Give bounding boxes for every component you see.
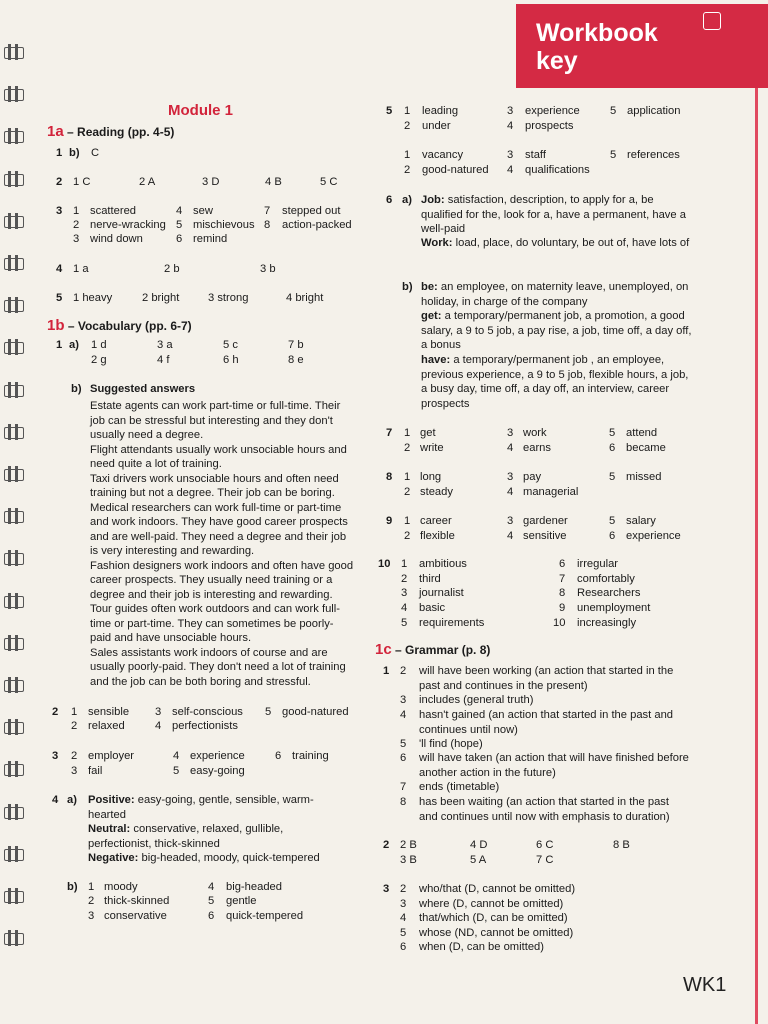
workbook-key-banner bbox=[516, 4, 768, 88]
neutral-answers bbox=[88, 822, 298, 851]
answer: 7 b bbox=[288, 339, 304, 351]
exercise-number: 1 bbox=[383, 665, 390, 677]
item-number: 4 bbox=[507, 120, 514, 132]
answer: stepped out bbox=[282, 205, 341, 217]
answer: increasingly bbox=[577, 617, 637, 629]
binding-ring-icon bbox=[4, 255, 24, 271]
item-number: 3 bbox=[507, 427, 514, 439]
exercise-number: 7 bbox=[386, 427, 393, 439]
item-number: 7 bbox=[559, 573, 566, 585]
answer: 'll find (hope) bbox=[419, 738, 483, 750]
answer: whose (ND, cannot be omitted) bbox=[419, 927, 574, 939]
exercise-letter: b) bbox=[71, 383, 82, 395]
paragraph: Taxi drivers work unsociable hours and often need training but not a degree. Their job can be boring. bbox=[90, 472, 339, 499]
item-number: 3 bbox=[401, 587, 408, 599]
item-number: 2 bbox=[404, 442, 411, 454]
item-number: 7 bbox=[264, 205, 271, 217]
section-code: 1a bbox=[47, 123, 64, 140]
answer: when (D, can be omitted) bbox=[419, 941, 544, 953]
item-number: 2 bbox=[404, 486, 411, 498]
item-number: 1 bbox=[73, 205, 80, 217]
answer: experience bbox=[626, 530, 681, 542]
answer: 6 h bbox=[223, 354, 239, 366]
answer: scattered bbox=[90, 205, 137, 217]
binding-ring-icon bbox=[4, 930, 24, 946]
item-number: 5 bbox=[265, 706, 272, 718]
answer: 1 d bbox=[91, 339, 107, 351]
answer: 3 a bbox=[157, 339, 173, 351]
item-number: 6 bbox=[208, 910, 215, 922]
answer: has been waiting (an action that started in the past and continues until now with emphasis to duration) bbox=[419, 796, 670, 823]
exercise-number: 5 bbox=[386, 105, 393, 117]
exercise-number: 3 bbox=[52, 750, 59, 762]
answer: conservative bbox=[104, 910, 167, 922]
item-number: 3 bbox=[88, 910, 95, 922]
exercise-letter: a) bbox=[67, 794, 77, 806]
spiral-binding bbox=[0, 0, 30, 1024]
answer: 2 g bbox=[91, 354, 107, 366]
exercise-number: 4 bbox=[56, 263, 63, 275]
exercise-number: 3 bbox=[383, 883, 390, 895]
item-number: 1 bbox=[404, 427, 411, 439]
have-label: have: bbox=[421, 354, 451, 366]
answer: action-packed bbox=[282, 219, 352, 231]
neutral-text: conservative, relaxed, gullible, perfectionist, thick-skinned bbox=[88, 823, 284, 850]
answer: qualifications bbox=[525, 164, 590, 176]
item-number: 4 bbox=[173, 750, 180, 762]
item-number: 10 bbox=[553, 617, 566, 629]
negative-text: big-headed, moody, quick-tempered bbox=[141, 852, 320, 864]
answer: self-conscious bbox=[172, 706, 243, 718]
section-1c-heading bbox=[375, 643, 490, 657]
exercise-number: 1 bbox=[56, 147, 63, 159]
item-number: 5 bbox=[176, 219, 183, 231]
binding-ring-icon bbox=[4, 508, 24, 524]
job-answers bbox=[421, 193, 693, 237]
item-number: 3 bbox=[507, 471, 514, 483]
answer: 1 a bbox=[73, 263, 89, 275]
item-number: 5 bbox=[610, 149, 617, 161]
answer: sensible bbox=[88, 706, 130, 718]
binding-ring-icon bbox=[4, 44, 24, 60]
answer: comfortably bbox=[577, 573, 635, 585]
item-number: 1 bbox=[404, 515, 411, 527]
answer: basic bbox=[419, 602, 446, 614]
item-number: 5 bbox=[609, 427, 616, 439]
have-answers bbox=[421, 353, 693, 411]
binding-ring-icon bbox=[4, 846, 24, 862]
answer: 2 bright bbox=[142, 292, 180, 304]
item-number: 7 bbox=[400, 781, 407, 793]
answer: experience bbox=[525, 105, 580, 117]
item-number: 2 bbox=[404, 530, 411, 542]
answer: nerve-wracking bbox=[90, 219, 166, 231]
item-number: 5 bbox=[400, 927, 407, 939]
answer: 8 B bbox=[613, 839, 630, 851]
answer: staff bbox=[525, 149, 546, 161]
item-number: 2 bbox=[404, 120, 411, 132]
answer: easy-going bbox=[190, 765, 245, 777]
item-number: 4 bbox=[507, 442, 514, 454]
binding-ring-icon bbox=[4, 339, 24, 355]
section-code: 1b bbox=[47, 317, 65, 334]
item-number: 1 bbox=[88, 881, 95, 893]
positive-label: Positive: bbox=[88, 794, 135, 806]
neutral-label: Neutral: bbox=[88, 823, 131, 835]
answer: wind down bbox=[90, 233, 143, 245]
item-number: 8 bbox=[400, 796, 407, 808]
answer: 5 C bbox=[320, 176, 338, 188]
suggested-answers-heading: Suggested answers bbox=[90, 383, 196, 395]
get-answers bbox=[421, 309, 693, 353]
answer: write bbox=[420, 442, 444, 454]
answer: irregular bbox=[577, 558, 619, 570]
binding-ring-icon bbox=[4, 213, 24, 229]
answer: moody bbox=[104, 881, 138, 893]
exercise-number: 9 bbox=[386, 515, 393, 527]
item-number: 2 bbox=[71, 720, 78, 732]
negative-label: Negative: bbox=[88, 852, 139, 864]
answer: 4 bright bbox=[286, 292, 324, 304]
work-answers bbox=[421, 236, 693, 251]
item-number: 1 bbox=[404, 471, 411, 483]
negative-answers bbox=[88, 851, 358, 866]
exercise-number: 2 bbox=[52, 706, 59, 718]
answer: get bbox=[420, 427, 436, 439]
answer: long bbox=[420, 471, 442, 483]
item-number: 2 bbox=[400, 883, 407, 895]
have-text: a temporary/permanent job , an employee, previous experience, a 9 to 5 job, flexible hours, a job, a busy day, time off, a day off, an interview, career prospects bbox=[421, 354, 689, 410]
answer: remind bbox=[193, 233, 228, 245]
binding-ring-icon bbox=[4, 888, 24, 904]
positive-answers bbox=[88, 793, 338, 822]
answer: that/which (D, can be omitted) bbox=[419, 912, 568, 924]
answer: salary bbox=[626, 515, 656, 527]
answer: will have been working (an action that started in the past and continues in the present) bbox=[419, 665, 674, 692]
item-number: 3 bbox=[71, 765, 78, 777]
item-number: 6 bbox=[559, 558, 566, 570]
section-label: – Grammar (p. 8) bbox=[395, 643, 491, 657]
item-number: 6 bbox=[400, 941, 407, 953]
answer: third bbox=[419, 573, 441, 585]
answer: 2 A bbox=[139, 176, 156, 188]
section-code: 1c bbox=[375, 641, 392, 658]
answer: experience bbox=[190, 750, 245, 762]
answer: fail bbox=[88, 765, 103, 777]
item-number: 4 bbox=[176, 205, 183, 217]
answer: 1 C bbox=[73, 176, 91, 188]
item-number: 5 bbox=[609, 471, 616, 483]
item-number: 6 bbox=[176, 233, 183, 245]
item-number: 4 bbox=[400, 709, 407, 721]
item-number: 3 bbox=[400, 694, 407, 706]
binding-ring-icon bbox=[4, 677, 24, 693]
suggested-answers-text bbox=[90, 399, 354, 689]
answer: 5 A bbox=[470, 854, 487, 866]
binding-ring-icon bbox=[4, 382, 24, 398]
item-number: 5 bbox=[173, 765, 180, 777]
answer: leading bbox=[422, 105, 459, 117]
answer: 3 strong bbox=[208, 292, 249, 304]
exercise-number: 4 bbox=[52, 794, 59, 806]
item-number: 3 bbox=[507, 105, 514, 117]
answer: 5 c bbox=[223, 339, 238, 351]
item-number: 4 bbox=[208, 881, 215, 893]
paragraph: Estate agents can work part-time or full-time. Their job can be stressful but interesting and they don't usually need a degree. bbox=[90, 400, 341, 441]
binding-ring-icon bbox=[4, 719, 24, 735]
binding-ring-icon bbox=[4, 635, 24, 651]
section-1b-heading bbox=[47, 319, 192, 333]
item-number: 2 bbox=[401, 573, 408, 585]
paragraph: Fashion designers work indoors and often have good career prospects. They usually need training or a degree and their job is interesting and rewarding. bbox=[90, 559, 354, 601]
binding-ring-icon bbox=[4, 424, 24, 440]
answer: 4 B bbox=[265, 176, 282, 188]
item-number: 6 bbox=[609, 442, 616, 454]
item-number: 4 bbox=[507, 486, 514, 498]
binding-ring-icon bbox=[4, 804, 24, 820]
item-number: 8 bbox=[559, 587, 566, 599]
item-number: 1 bbox=[404, 105, 411, 117]
answer: became bbox=[626, 442, 666, 454]
exercise-letter: b) bbox=[402, 281, 413, 293]
answer: 6 C bbox=[536, 839, 554, 851]
answer: 8 e bbox=[288, 354, 304, 366]
page-number: WK1 bbox=[683, 974, 727, 996]
answer: 3 B bbox=[400, 854, 417, 866]
margin-rule bbox=[755, 88, 758, 1024]
answer: C bbox=[91, 147, 100, 159]
answer: employer bbox=[88, 750, 135, 762]
job-text: satisfaction, description, to apply for a, be qualified for the, look for a, have a permanent, have a well-paid bbox=[421, 194, 686, 235]
binding-ring-icon bbox=[4, 593, 24, 609]
banner-title-line2: key bbox=[536, 47, 578, 75]
answer: under bbox=[422, 120, 451, 132]
item-number: 3 bbox=[507, 515, 514, 527]
item-number: 6 bbox=[400, 752, 407, 764]
answer: managerial bbox=[523, 486, 579, 498]
answer: 7 C bbox=[536, 854, 554, 866]
item-number: 4 bbox=[507, 164, 514, 176]
answer: ambitious bbox=[419, 558, 467, 570]
answer: 2 B bbox=[400, 839, 417, 851]
answer: journalist bbox=[419, 587, 464, 599]
item-number: 3 bbox=[73, 233, 80, 245]
item-number: 3 bbox=[400, 898, 407, 910]
item-number: 5 bbox=[401, 617, 408, 629]
answer: steady bbox=[420, 486, 453, 498]
be-answers bbox=[421, 280, 693, 309]
item-number: 4 bbox=[155, 720, 162, 732]
paragraph: Flight attendants usually work unsociable hours and need quite a lot of training. bbox=[90, 443, 347, 470]
answer: prospects bbox=[525, 120, 574, 132]
answer: training bbox=[292, 750, 329, 762]
answer: earns bbox=[523, 442, 551, 454]
exercise-number: 2 bbox=[56, 176, 63, 188]
exercise-number: 1 bbox=[56, 339, 63, 351]
binding-ring-icon bbox=[4, 86, 24, 102]
exercise-letter: b) bbox=[67, 881, 78, 893]
exercise-letter: b) bbox=[69, 147, 80, 159]
item-number: 2 bbox=[88, 895, 95, 907]
item-number: 4 bbox=[400, 912, 407, 924]
item-number: 1 bbox=[401, 558, 408, 570]
answer: includes (general truth) bbox=[419, 694, 534, 706]
exercise-number: 6 bbox=[386, 194, 393, 206]
answer: requirements bbox=[419, 617, 485, 629]
answer: 4 D bbox=[470, 839, 488, 851]
item-number: 1 bbox=[404, 149, 411, 161]
item-number: 1 bbox=[71, 706, 78, 718]
item-number: 6 bbox=[275, 750, 282, 762]
answer: thick-skinned bbox=[104, 895, 170, 907]
item-number: 6 bbox=[609, 530, 616, 542]
paragraph: Tour guides often work outdoors and can work full-time or part-time. They can sometimes be poorly-paid and have unsociable hours. bbox=[90, 603, 340, 644]
answer: Researchers bbox=[577, 587, 641, 599]
banner-title-line1: Workbook bbox=[536, 19, 658, 47]
answer: vacancy bbox=[422, 149, 464, 161]
item-number: 3 bbox=[155, 706, 162, 718]
answer: good-natured bbox=[422, 164, 489, 176]
exercise-letter: a) bbox=[69, 339, 79, 351]
paragraph: Sales assistants work indoors of course and are usually poorly-paid. They don't need a lot of training and the job can be both boring and stressful. bbox=[90, 646, 346, 688]
answer: relaxed bbox=[88, 720, 125, 732]
be-text: an employee, on maternity leave, unemployed, on holiday, in charge of the company bbox=[421, 281, 689, 308]
section-label: – Vocabulary (pp. 6-7) bbox=[67, 319, 192, 333]
answer: flexible bbox=[420, 530, 455, 542]
answer: pay bbox=[523, 471, 542, 483]
answer: gardener bbox=[523, 515, 568, 527]
positive-text: easy-going, gentle, sensible, warm-hearted bbox=[88, 794, 314, 821]
answer: career bbox=[420, 515, 452, 527]
answer: good-natured bbox=[282, 706, 349, 718]
binding-ring-icon bbox=[4, 466, 24, 482]
item-number: 2 bbox=[71, 750, 78, 762]
job-label: Job: bbox=[421, 194, 445, 206]
answer: 1 heavy bbox=[73, 292, 113, 304]
answer: perfectionists bbox=[172, 720, 238, 732]
exercise-number: 8 bbox=[386, 471, 393, 483]
get-text: a temporary/permanent job, a promotion, a good salary, a 9 to 5 job, a pay rise, a job, time off, a day off, a bonus bbox=[421, 310, 692, 351]
answer: who/that (D, cannot be omitted) bbox=[419, 883, 576, 895]
item-number: 5 bbox=[609, 515, 616, 527]
binding-ring-icon bbox=[4, 171, 24, 187]
square-icon bbox=[703, 12, 721, 30]
be-label: be: bbox=[421, 281, 438, 293]
banner-title bbox=[536, 19, 658, 75]
answer: quick-tempered bbox=[226, 910, 304, 922]
item-number: 2 bbox=[404, 164, 411, 176]
item-number: 2 bbox=[73, 219, 80, 231]
answer: references bbox=[627, 149, 680, 161]
paragraph: Medical researchers can work full-time or part-time and work indoors. They have good career prospects and are well-paid. They need a degree and their job is very interesting and rewarding. bbox=[90, 501, 348, 557]
module-title: Module 1 bbox=[168, 102, 234, 119]
answer: 4 f bbox=[157, 354, 170, 366]
answer: attend bbox=[626, 427, 658, 439]
answer: will have taken (an action that will have finished before another action in the future) bbox=[419, 752, 689, 779]
exercise-number: 5 bbox=[56, 292, 63, 304]
exercise-number: 10 bbox=[378, 558, 391, 570]
answer: 3 b bbox=[260, 263, 276, 275]
answer: sew bbox=[193, 205, 213, 217]
item-number: 2 bbox=[400, 665, 407, 677]
answer: where (D, cannot be omitted) bbox=[419, 898, 564, 910]
item-number: 5 bbox=[610, 105, 617, 117]
item-number: 4 bbox=[507, 530, 514, 542]
binding-ring-icon bbox=[4, 128, 24, 144]
item-number: 5 bbox=[208, 895, 215, 907]
answer: big-headed bbox=[226, 881, 282, 893]
answer: missed bbox=[626, 471, 662, 483]
answer: hasn't gained (an action that started in the past and continues until now) bbox=[419, 709, 674, 736]
answer: 3 D bbox=[202, 176, 220, 188]
exercise-number: 3 bbox=[56, 205, 63, 217]
work-text: load, place, do voluntary, be out of, have lots of bbox=[455, 237, 690, 249]
item-number: 8 bbox=[264, 219, 271, 231]
item-number: 4 bbox=[401, 602, 408, 614]
answer: unemployment bbox=[577, 602, 651, 614]
section-1a-heading bbox=[47, 125, 174, 139]
answer: sensitive bbox=[523, 530, 567, 542]
answer: 2 b bbox=[164, 263, 180, 275]
item-number: 5 bbox=[400, 738, 407, 750]
answer: ends (timetable) bbox=[419, 781, 500, 793]
exercise-number: 2 bbox=[383, 839, 390, 851]
item-number: 9 bbox=[559, 602, 566, 614]
answer: work bbox=[523, 427, 547, 439]
binding-ring-icon bbox=[4, 761, 24, 777]
answer: gentle bbox=[226, 895, 257, 907]
binding-ring-icon bbox=[4, 297, 24, 313]
answer: mischievous bbox=[193, 219, 255, 231]
section-label: – Reading (pp. 4-5) bbox=[67, 125, 175, 139]
binding-ring-icon bbox=[4, 550, 24, 566]
answer: application bbox=[627, 105, 681, 117]
exercise-letter: a) bbox=[402, 194, 412, 206]
item-number: 3 bbox=[507, 149, 514, 161]
work-label: Work: bbox=[421, 237, 453, 249]
get-label: get: bbox=[421, 310, 442, 322]
